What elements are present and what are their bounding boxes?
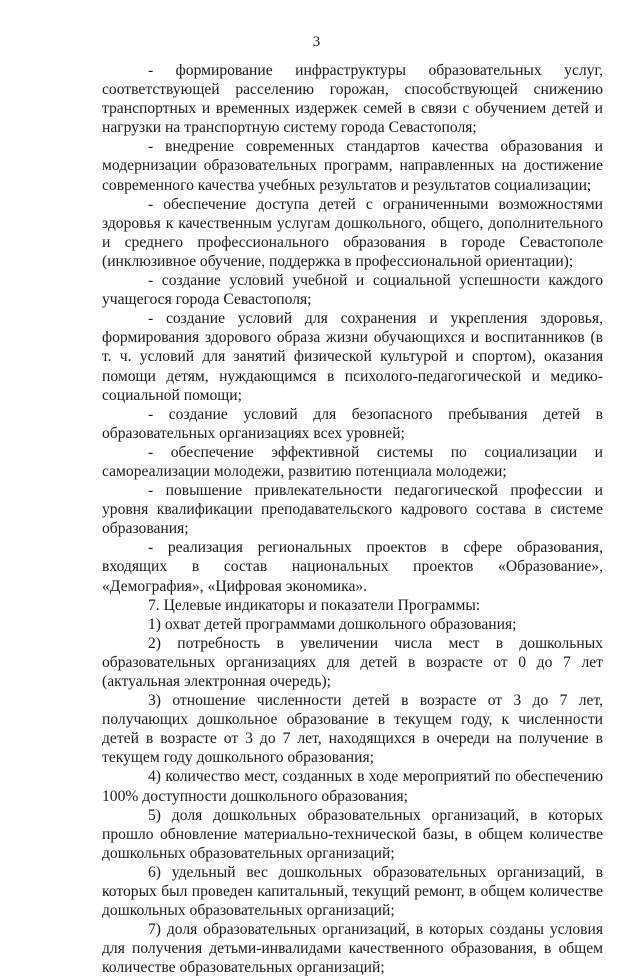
- indicator-3: 3) отношение численности детей в возрасте от 3 до 7 лет, получающих дошкольное образование в текущем году, к численности детей в возрасте от 3 до 7 лет, находящихся в очереди на получение в текущем году дошкольного образования;: [102, 692, 603, 767]
- paragraph-safety: - создание условий для безопасного пребывания детей в образовательных организациях всех уровней;: [102, 405, 603, 442]
- indicator-5: 5) доля дошкольных образовательных организаций, в которых прошло обновление материально-технической базы, в общем количестве дошкольных образовательных организаций;: [102, 806, 603, 862]
- paragraph-student-success: - создание условий учебной и социальной успешности каждого учащегося города Севастополя;: [102, 272, 603, 309]
- indicator-2: 2) потребность в увеличении числа мест в дошкольных образовательных организациях для детей в возрасте от 0 до 7 лет (актуальная электронная очередь);: [102, 634, 603, 690]
- indicator-4: 4) количество мест, созданных в ходе мероприятий по обеспечению 100% доступности дошкольного образования;: [102, 768, 603, 805]
- indicator-6: 6) удельный вес дошкольных образовательных организаций, в которых был проведен капитальный, текущий ремонт, в общем количестве дошкольных образовательных организаций;: [102, 863, 603, 920]
- paragraph-inclusive-access: - обеспечение доступа детей с ограниченными возможностями здоровья к качественным услугам дошкольного, общего, дополнительного и среднего профессионального образования в городе Севастополе (инклюзивное обучение, поддержка в профессиональной ориентации);: [102, 195, 603, 270]
- page-number: 3: [312, 34, 321, 50]
- section-heading-indicators: 7. Целевые индикаторы и показатели Программы:: [148, 596, 481, 614]
- indicator-7: 7) доля образовательных организаций, в которых созданы условия для получения детьми-инвалидами качественного образования, в общем количестве образовательных организаций;: [102, 921, 603, 977]
- indicator-1: 1) охват детей программами дошкольного образования;: [148, 615, 517, 633]
- paragraph-standards: - внедрение современных стандартов качества образования и модернизации образовательных программ, направленных на достижение современного качества учебных результатов и результатов социализации;: [102, 138, 603, 194]
- paragraph-youth: - обеспечение эффективной системы по социализации и самореализации молодежи, развитию потенциала молодежи;: [102, 443, 603, 480]
- paragraph-national-projects: - реализация региональных проектов в сфере образования, входящих в состав национальных проектов «Образование», «Демография», «Цифровая экономика».: [102, 539, 603, 595]
- document-body: [102, 61, 603, 978]
- paragraph-teachers: - повышение привлекательности педагогической профессии и уровня квалификации преподавательского кадрового состава в системе образования;: [102, 482, 603, 538]
- paragraph-infrastructure: - формирование инфраструктуры образовательных услуг, соответствующей расселению горожан, способствующей снижению транспортных и временных издержек семей в связи с обучением детей и нагрузки на транспортную систему города Севастополя;: [102, 62, 603, 137]
- paragraph-health: - создание условий для сохранения и укрепления здоровья, формирования здорового образа жизни обучающихся и воспитанников (в т. ч. условий для занятий физической культурой и спортом), оказания помощи детям, нуждающимся в психолого-педагогической и медико-социальной помощи;: [102, 310, 603, 404]
